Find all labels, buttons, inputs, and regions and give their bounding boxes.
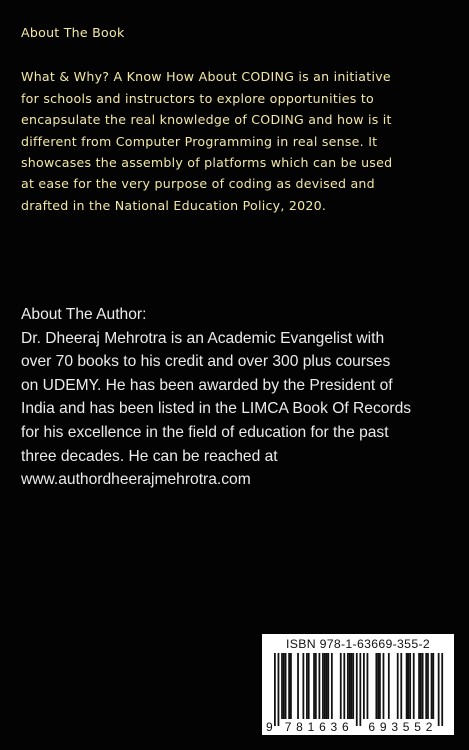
- barcode-bar: [351, 653, 353, 719]
- barcode-bar: [302, 653, 304, 719]
- barcode-bar: [400, 653, 402, 719]
- barcode-bar: [343, 653, 345, 719]
- about-book-line: What & Why? A Know How About CODING is an initiative: [21, 69, 391, 85]
- about-book-paragraph: [21, 66, 461, 216]
- about-author-line: Dr. Dheeraj Mehrotra is an Academic Evangelist with: [21, 329, 385, 347]
- about-author-website: www.authordheerajmehrotra.com: [21, 471, 251, 489]
- barcode-bar: [288, 653, 290, 719]
- barcode-bar: [379, 653, 381, 719]
- barcode-bar: [441, 653, 443, 726]
- barcode-bar: [418, 653, 420, 719]
- about-book-heading: About The Book: [21, 25, 125, 40]
- barcode-digit: 693552: [368, 720, 433, 734]
- barcode-bar: [285, 653, 287, 719]
- barcode-bar: [427, 653, 429, 719]
- about-book-line: at ease for the very purpose of coding as devised and: [21, 176, 375, 192]
- about-book-line: drafted in the National Education Policy, 2020.: [21, 197, 327, 213]
- barcode-bar: [283, 653, 285, 719]
- barcode-bar: [388, 653, 390, 719]
- barcode-bar: [352, 653, 354, 719]
- barcode-bar: [322, 653, 324, 719]
- barcode-bar: [425, 653, 427, 719]
- about-author-line: three decades. He can be reached at: [21, 447, 278, 465]
- barcode-bar: [347, 653, 349, 719]
- barcode-bar: [331, 653, 333, 719]
- barcode-bar: [420, 653, 422, 719]
- barcode-bar: [326, 653, 328, 719]
- isbn-barcode: [262, 634, 454, 735]
- barcode-bar: [313, 653, 315, 719]
- barcode-bar: [432, 653, 434, 719]
- barcode-bar: [438, 653, 440, 726]
- about-book-line: different from Computer Programming in real sense. It: [21, 133, 378, 149]
- about-author-line: over 70 books to his credit and over 300 plus courses: [21, 353, 391, 371]
- barcode-bar: [356, 653, 358, 726]
- barcode-bar: [409, 653, 411, 719]
- barcode-bar: [315, 653, 317, 719]
- about-book-line: encapsulate the real knowledge of CODING and how is it: [21, 112, 392, 128]
- barcode-bar: [406, 653, 408, 719]
- barcode-bar: [340, 653, 342, 719]
- about-book-line: showcases the assembly of platforms which can be used: [21, 155, 393, 171]
- barcode-bar: [319, 653, 321, 719]
- barcode-bar: [363, 653, 365, 719]
- barcode-bar: [324, 653, 326, 719]
- about-author-heading: About The Author:: [21, 306, 147, 323]
- barcode-bar: [327, 653, 329, 719]
- barcode-bar: [397, 653, 399, 719]
- barcode-bar: [408, 653, 410, 719]
- barcode-digit: 9: [266, 720, 273, 734]
- barcode-bar: [359, 653, 361, 726]
- barcode-bar: [349, 653, 351, 719]
- barcode-bar: [413, 653, 415, 719]
- about-author-line: on UDEMY. He has been awarded by the President of: [21, 376, 393, 394]
- about-author-line: for his excellence in the field of education for the past: [21, 423, 389, 441]
- barcode-bar: [297, 653, 299, 719]
- about-book-line: for schools and instructors to explore opportunities to: [21, 90, 375, 106]
- about-author-line: India and has been listed in the LIMCA Book Of Records: [21, 400, 412, 418]
- barcode-bar: [367, 653, 369, 719]
- about-author-paragraph: [21, 327, 461, 492]
- barcode-bar: [422, 653, 424, 719]
- barcode-bar: [281, 653, 283, 719]
- barcode-bar: [377, 653, 379, 719]
- about-author-section: [21, 303, 461, 492]
- barcode-bar: [308, 653, 310, 719]
- barcode-bar: [383, 653, 385, 719]
- barcode-bar: [306, 653, 308, 719]
- isbn-label: ISBN 978-1-63669-355-2: [285, 637, 430, 651]
- barcode-bar: [274, 653, 276, 726]
- barcode-bar: [290, 653, 292, 719]
- barcode-digit: 781636: [284, 720, 349, 734]
- barcode-bar: [375, 653, 377, 719]
- barcode-bar: [278, 653, 280, 726]
- about-book-section: [21, 22, 461, 216]
- barcode-bars: [262, 634, 454, 735]
- barcode-bar: [431, 653, 433, 719]
